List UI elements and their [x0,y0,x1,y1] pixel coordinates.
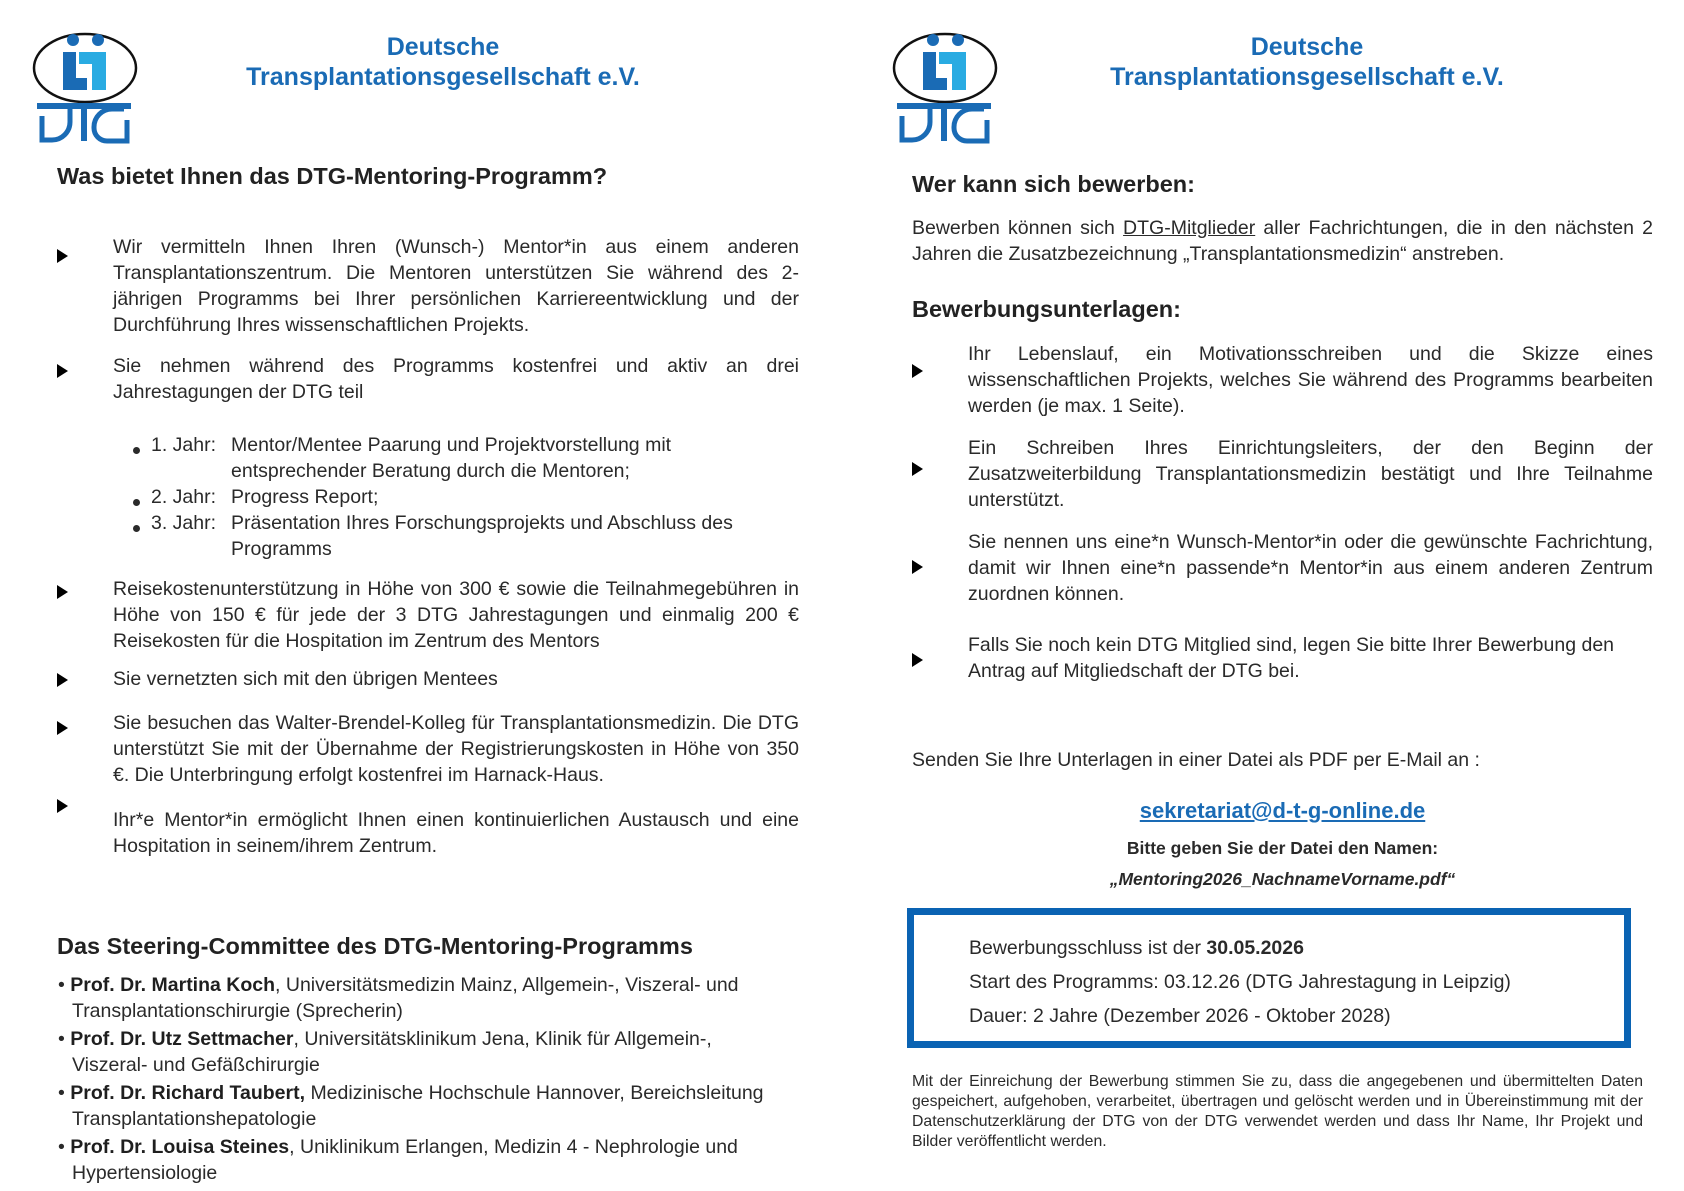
page-right [842,0,1684,1191]
bullet-dot-icon [133,499,140,506]
bullet-arrow-icon [57,364,68,378]
bullet-arrow-icon [912,560,923,574]
year-item: 2. Jahr: Progress Report; [151,486,379,508]
committee-heading: Das Steering-Committee des DTG-Mentoring-Programms [57,933,693,959]
offer-item: Wir vermitteln Ihnen Ihren (Wunsch-) Mentor*in aus einem anderen Transplantationszentrum. Die Mentoren unterstützen Sie während des 2-jährigen Programms bei Ihrer persönlichen Karriereentwicklung und der Durchführung Ihres wissenschaftlichen Projekts. [113,236,799,336]
filename-label: Bitte geben Sie der Datei den Namen: [1126,838,1439,858]
org-title-line2: Transplantationsgesellschaft e.V. [246,63,640,91]
committee-member: • Prof. Dr. Martina Koch, Universitätsmedizin Mainz, Allgemein-, Viszeral- und Transplantationschirurgie (Sprecherin) [58,974,739,1022]
committee-member: • Prof. Dr. Louisa Steines, Uniklinikum Erlangen, Medizin 4 - Nephrologie und Hypertensiologie [58,1136,738,1184]
year-item: 3. Jahr: Präsentation Ihres Forschungsprojekts und Abschluss des Programms [151,512,733,560]
offer-item: Reisekostenunterstützung in Höhe von 300 € sowie die Teilnahmegebühren in Höhe von 150 € für jede der 3 DTG Jahrestagungen und einmalig 200 € Reisekosten für die Hospitation im Zentrum des Mentors [113,578,799,652]
bullet-arrow-icon [57,673,68,687]
offer-heading: Was bietet Ihnen das DTG-Mentoring-Programm? [57,163,608,189]
deadline-date: 30.05.2026 [1206,937,1304,959]
year-item: 1. Jahr: Mentor/Mentee Paarung und Projektvorstellung mit entsprechender Beratung durch die Mentoren; [151,434,672,482]
org-title [220,32,666,92]
bullet-dot-icon [133,525,140,532]
org-title-line1: Deutsche [1250,33,1364,61]
members-link[interactable]: DTG-Mitglieder [1123,217,1256,239]
docs-heading: Bewerbungsunterlagen: [912,296,1181,322]
start-line: Start des Programms: 03.12.26 (DTG Jahrestagung in Leipzig) [969,971,1511,993]
offer-item: Sie nehmen während des Programms kostenfrei und aktiv an drei Jahrestagungen der DTG teil [113,355,799,403]
bullet-arrow-icon [912,364,923,378]
filename-example: „Mentoring2026_NachnameVorname.pdf“ [1109,869,1456,889]
bullet-arrow-icon [912,653,923,667]
dtg-logo [32,30,142,145]
org-title [1084,32,1530,92]
bullet-arrow-icon [57,799,68,813]
bullet-arrow-icon [57,585,68,599]
docs-item: Falls Sie noch kein DTG Mitglied sind, legen Sie bitte Ihrer Bewerbung den Antrag auf Mitgliedschaft der DTG bei. [968,634,1615,682]
email-link[interactable]: sekretariat@d-t-g-online.de [1139,798,1426,823]
bullet-arrow-icon [912,462,923,476]
deadline-box [907,908,1631,1048]
email-wrap [912,797,1653,825]
committee-member: • Prof. Dr. Utz Settmacher, Universitätsklinikum Jena, Klinik für Allgemein-, Viszeral- und Gefäßchirurgie [58,1028,712,1076]
org-title-line1: Deutsche [386,33,500,61]
org-title-line2: Transplantationsgesellschaft e.V. [1110,63,1504,91]
privacy-notice: Mit der Einreichung der Bewerbung stimmen Sie zu, dass die angegebenen und übermittelten Daten gespeichert, aufgehoben, verarbeitet, übertragen und gelöscht werden und in Übereinstimmung mit der Datenschutzerklärung der DTG von der DTG verwendet werden und dass Ihr Name, Ihr Projekt und Bilder veröffentlicht werden. [912,1073,1643,1150]
committee-member: • Prof. Dr. Richard Taubert, Medizinische Hochschule Hannover, Bereichsleitung Transplantationshepatologie [58,1082,764,1130]
deadline-line: Bewerbungsschluss ist der 30.05.2026 [969,937,1304,959]
bullet-arrow-icon [57,721,68,735]
bullet-arrow-icon [57,249,68,263]
offer-item: Sie besuchen das Walter-Brendel-Kolleg für Transplantationsmedizin. Die DTG unterstützt Sie mit der Übernahme der Registrierungskosten in Höhe von 350 €. Die Unterbringung erfolgt kostenfrei im Harnack-Haus. [113,712,799,786]
send-instructions: Senden Sie Ihre Unterlagen in einer Datei als PDF per E-Mail an : [912,749,1480,771]
bullet-dot-icon [133,447,140,454]
docs-item: Ihr Lebenslauf, ein Motivationsschreiben und die Skizze eines wissenschaftlichen Projekts, welches Sie während des Programms bearbeiten werden (je max. 1 Seite). [968,343,1653,417]
dtg-logo [892,30,1002,145]
offer-item: Ihr*e Mentor*in ermöglicht Ihnen einen kontinuierlichen Austausch und eine Hospitation in seinem/ihrem Zentrum. [113,809,799,857]
offer-item: Sie vernetzten sich mit den übrigen Mentees [113,668,498,690]
docs-item: Sie nennen uns eine*n Wunsch-Mentor*in oder die gewünschte Fachrichtung, damit wir Ihnen eine*n passende*n Mentor*in aus einem anderen Zentrum zuordnen können. [968,531,1653,605]
who-heading: Wer kann sich bewerben: [912,171,1195,197]
docs-item: Ein Schreiben Ihres Einrichtungsleiters, der den Beginn der Zusatzweiterbildung Transplantationsmedizin bestätigt und Ihre Teilnahme unterstützt. [968,437,1653,511]
who-text: Bewerben können sich DTG-Mitglieder aller Fachrichtungen, die in den nächsten 2 Jahren die Zusatzbezeichnung „Transplantationsmedizin“ anstreben. [912,217,1653,265]
duration-line: Dauer: 2 Jahre (Dezember 2026 - Oktober 2028) [969,1005,1391,1027]
